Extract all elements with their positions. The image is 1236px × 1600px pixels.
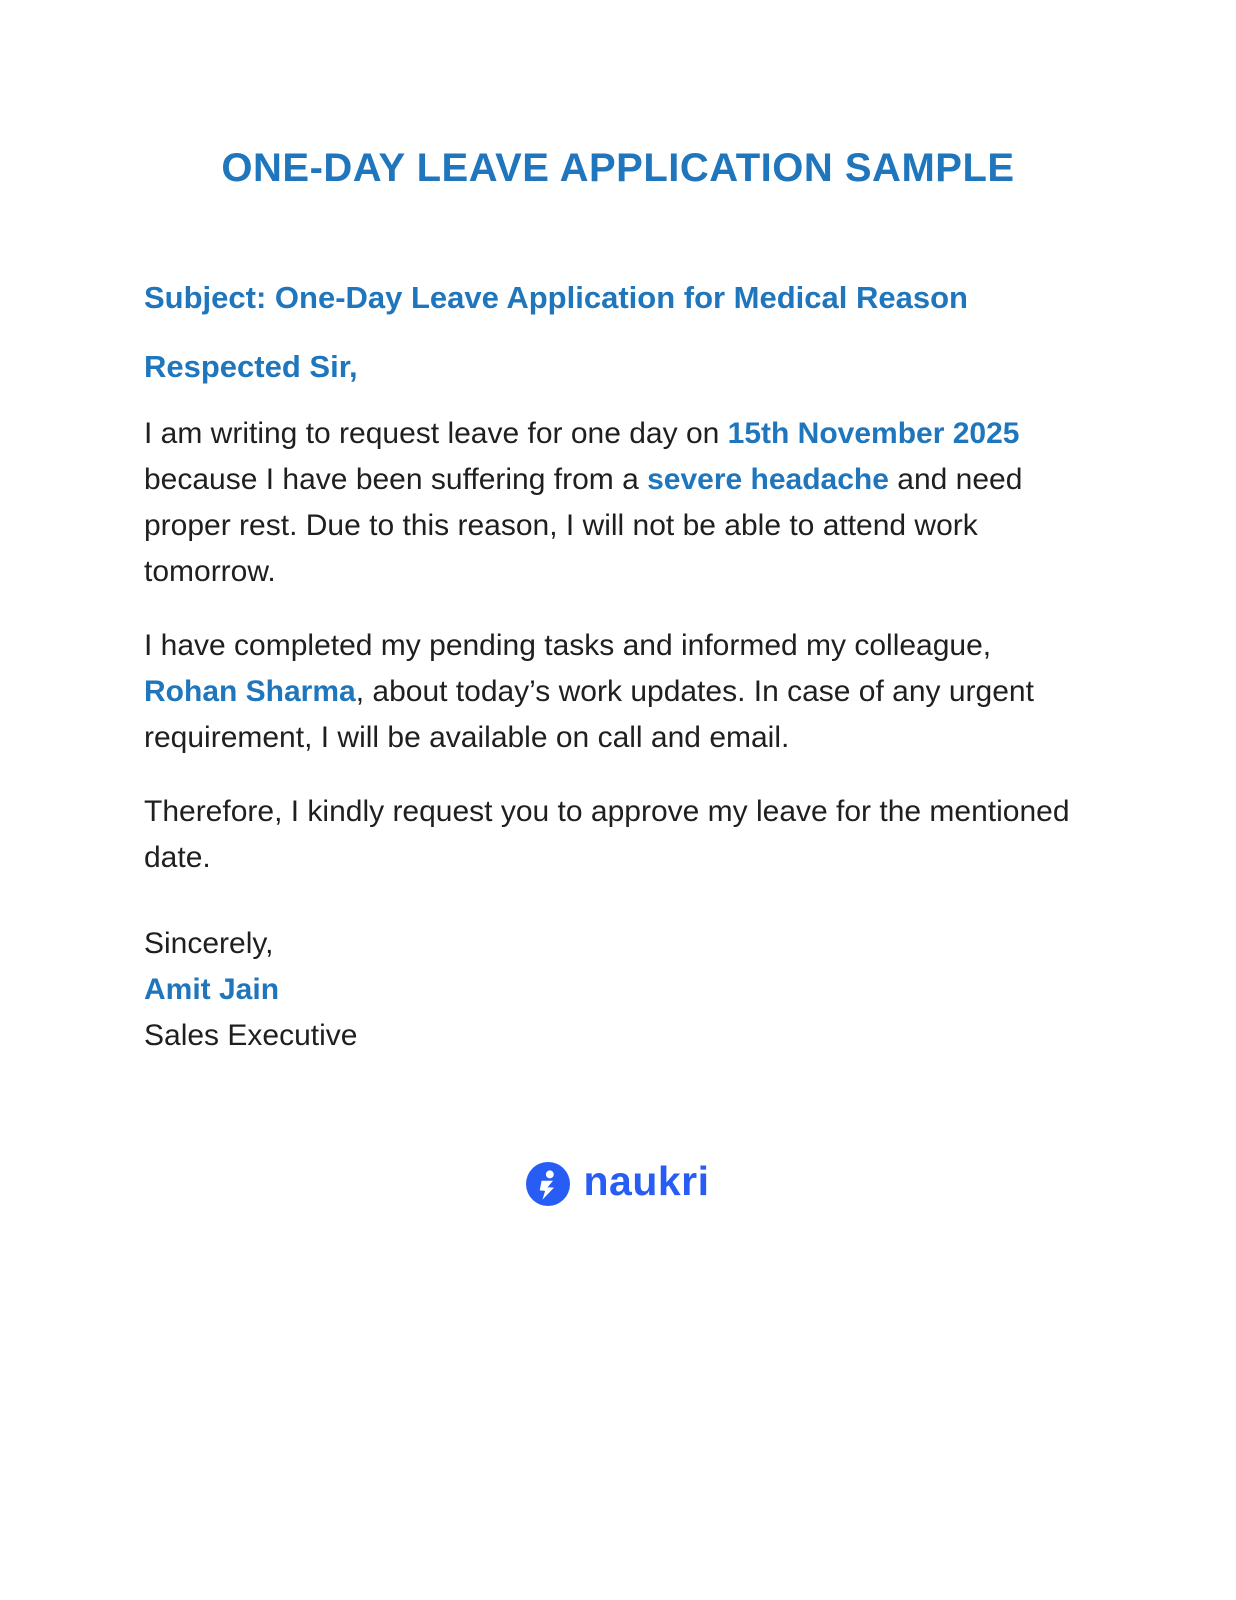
paragraph-text: because I have been suffering from a: [144, 463, 648, 497]
highlighted-text: Rohan Sharma: [144, 675, 356, 709]
signature-name: Amit Jain: [144, 973, 280, 1007]
paragraph-text: I am writing to request leave for one day on: [144, 417, 728, 451]
naukri-wordmark: naukri: [583, 1158, 710, 1205]
highlighted-text: 15th November 2025: [727, 417, 1020, 451]
salutation: Respected Sir,: [144, 349, 358, 385]
letter-body: [144, 279, 1086, 1059]
paragraph-text: Therefore, I kindly request you to approve my leave for the mentioned date.: [144, 795, 1070, 875]
letter-paragraph: [144, 623, 1086, 761]
paragraph-text: and need proper rest. Due to this reason, I will not be able to attend work tomorrow.: [144, 463, 1023, 589]
naukri-person-icon: [526, 1162, 570, 1206]
highlighted-text: severe headache: [647, 463, 889, 497]
subject-line: Subject: One-Day Leave Application for Medical Reason: [144, 280, 968, 315]
paragraph-text: , about today’s work updates. In case of any urgent requirement, I will be available on call and email.: [144, 675, 1034, 755]
letter-paragraphs: [144, 411, 1086, 881]
signature-role: Sales Executive: [144, 1019, 358, 1053]
signature-block: [144, 921, 1086, 1059]
letter-paragraph: [144, 411, 1086, 595]
closing-line: Sincerely,: [144, 927, 274, 961]
letter-paragraph: [144, 789, 1086, 881]
page-title: ONE-DAY LEAVE APPLICATION SAMPLE: [221, 146, 1015, 190]
naukri-logo: [0, 1158, 1236, 1206]
paragraph-text: I have completed my pending tasks and informed my colleague,: [144, 629, 992, 663]
